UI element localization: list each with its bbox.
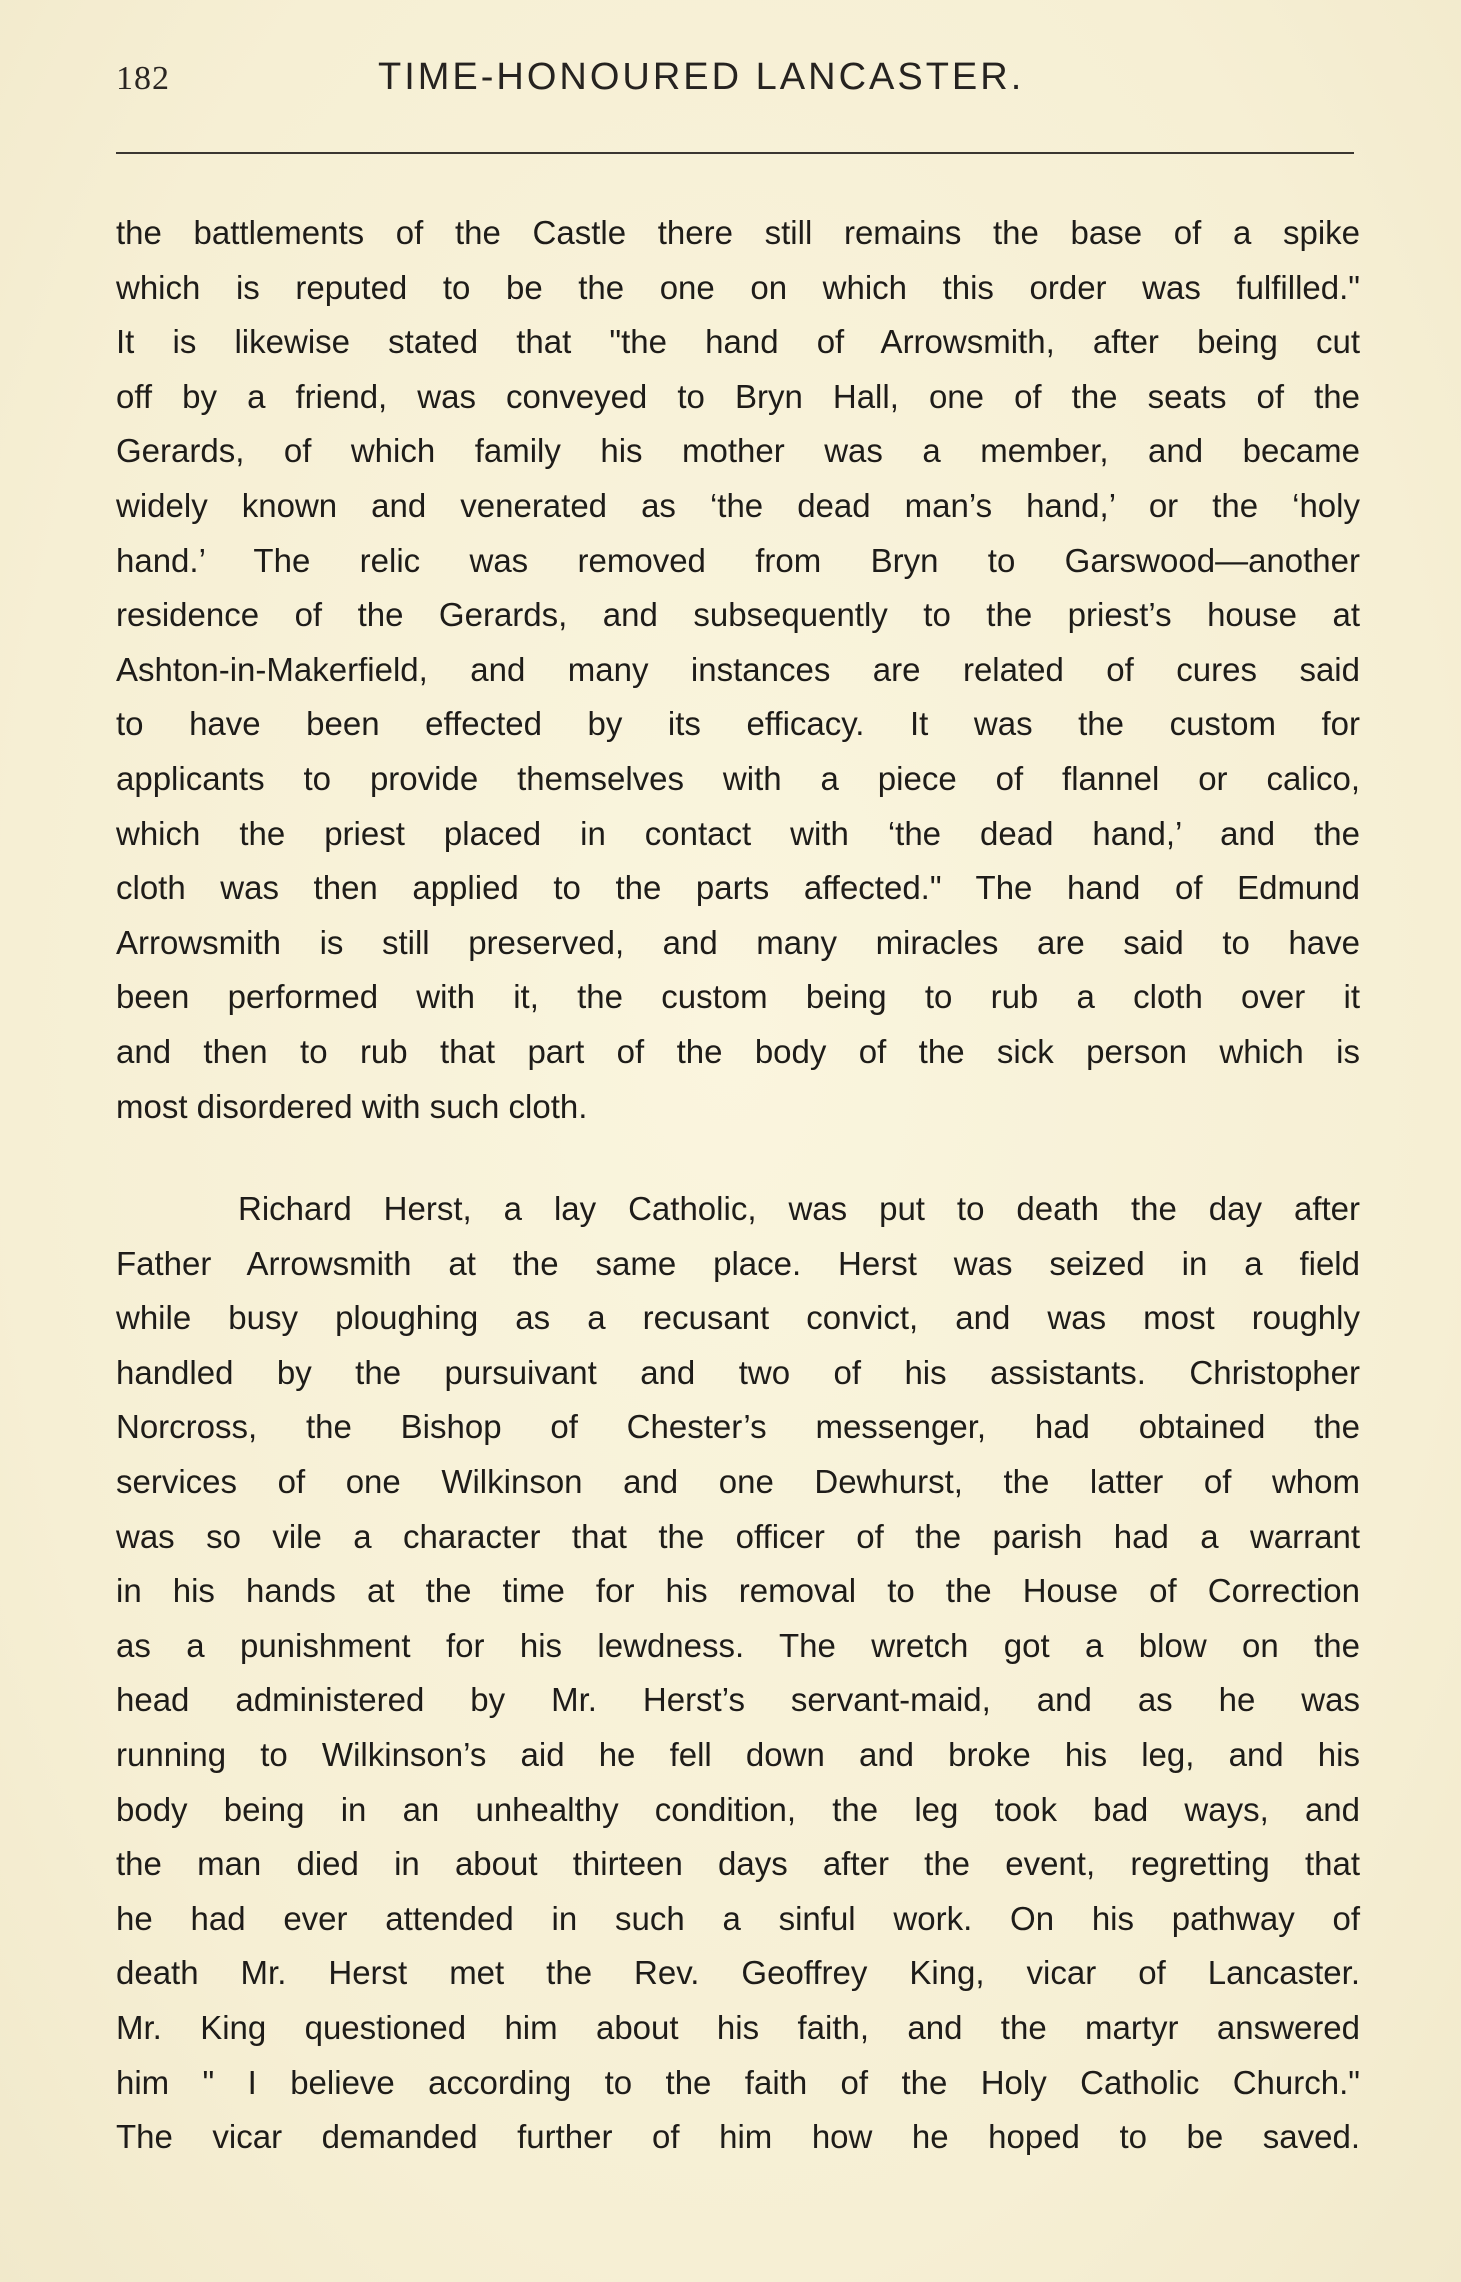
text-line: The vicar demanded further of him how he hoped to be saved. (116, 2118, 1360, 2156)
text-line: head administered by Mr. Herst’s servant-maid, and as he was (116, 1681, 1360, 1719)
text-line: while busy ploughing as a recusant convict, and was most roughly (116, 1299, 1360, 1337)
text-line: to have been effected by its efficacy. It was the custom for (116, 705, 1360, 743)
text-line: most disordered with such cloth. (116, 1087, 588, 1125)
paragraph-1 (116, 206, 1360, 1134)
running-title: TIME-HONOURED LANCASTER. (378, 56, 1025, 98)
text-line: It is likewise stated that "the hand of Arrowsmith, after being cut (116, 323, 1360, 361)
text-line: Mr. King questioned him about his faith, and the martyr answered (116, 2009, 1360, 2046)
text-line: body being in an unhealthy condition, the leg took bad ways, and (116, 1790, 1360, 1828)
text-line: residence of the Gerards, and subsequently to the priest’s house at (116, 596, 1360, 634)
text-line: hand.’ The relic was removed from Bryn to Garswood—another (116, 541, 1360, 579)
paragraph-2 (116, 1182, 1360, 2165)
text-line: widely known and venerated as ‘the dead man’s hand,’ or the ‘holy (116, 486, 1360, 524)
header-rule (116, 152, 1354, 154)
text-line: in his hands at the time for his removal to the House of Correction (116, 1572, 1360, 1610)
text-line: him " I believe according to the faith of the Holy Catholic Church." (116, 2063, 1360, 2101)
text-line: was so vile a character that the officer of the parish had a warrant (116, 1517, 1360, 1555)
text-line: which the priest placed in contact with ‘the dead hand,’ and the (116, 814, 1360, 852)
text-line: off by a friend, was conveyed to Bryn Hall, one of the seats of the (116, 377, 1360, 415)
text-line: been performed with it, the custom being to rub a cloth over it (116, 978, 1360, 1016)
body-text (116, 206, 1360, 2165)
text-line: running to Wilkinson’s aid he fell down and broke his leg, and his (116, 1736, 1360, 1774)
text-line: Arrowsmith is still preserved, and many miracles are said to have (116, 923, 1360, 961)
text-line: cloth was then applied to the parts affected." The hand of Edmund (116, 869, 1360, 907)
text-line: Gerards, of which family his mother was a member, and became (116, 432, 1360, 470)
text-line: he had ever attended in such a sinful work. On his pathway of (116, 1899, 1360, 1937)
text-line: which is reputed to be the one on which this order was fulfilled." (116, 268, 1360, 306)
page-number: 182 (116, 60, 170, 97)
text-line: Father Arrowsmith at the same place. Herst was seized in a field (116, 1244, 1360, 1282)
running-head (116, 56, 1356, 116)
paragraph-spacer (116, 1134, 1360, 1182)
text-line: Richard Herst, a lay Catholic, was put to death the day after (238, 1190, 1360, 1228)
text-line: as a punishment for his lewdness. The wretch got a blow on the (116, 1626, 1360, 1664)
text-line: Norcross, the Bishop of Chester’s messenger, had obtained the (116, 1408, 1360, 1446)
text-line: death Mr. Herst met the Rev. Geoffrey King, vicar of Lancaster. (116, 1954, 1360, 1992)
text-line: handled by the pursuivant and two of his assistants. Christopher (116, 1353, 1360, 1391)
text-line: Ashton-in-Makerfield, and many instances are related of cures said (116, 650, 1360, 688)
text-line: applicants to provide themselves with a piece of flannel or calico, (116, 759, 1360, 797)
text-line: the battlements of the Castle there still remains the base of a spike (116, 214, 1360, 251)
text-line: services of one Wilkinson and one Dewhurst, the latter of whom (116, 1463, 1360, 1501)
text-line: and then to rub that part of the body of the sick person which is (116, 1032, 1360, 1070)
text-line: the man died in about thirteen days after the event, regretting that (116, 1845, 1360, 1883)
